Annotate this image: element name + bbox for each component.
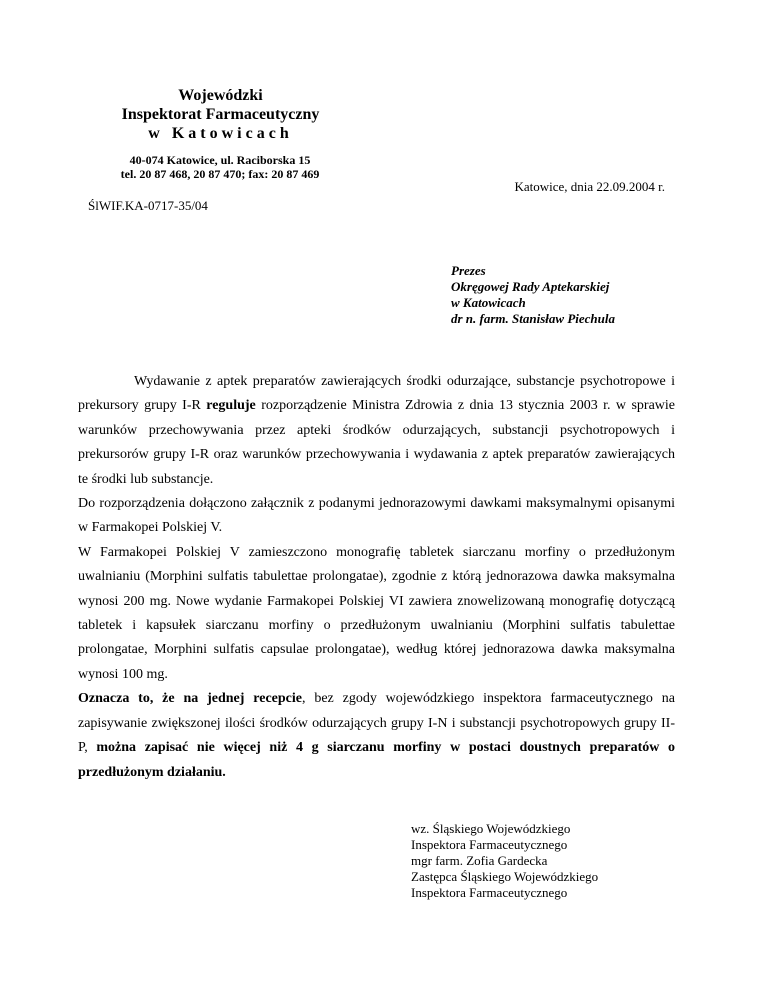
letterhead-line-3: w Katowicach	[148, 125, 293, 142]
body-paragraph-1	[78, 370, 675, 492]
address-street: 40-074 Katowice, ul. Raciborska 15	[129, 153, 311, 167]
body-paragraph-2: Do rozporządzenia dołączono załącznik z podanymi jednorazowymi dawkami maksymalnymi opisanymi w Farmakopei Polskiej V.	[78, 496, 675, 536]
letter-body	[78, 370, 675, 785]
recipient-line-2: Okręgowej Rady Aptekarskiej	[451, 279, 610, 294]
signature-line-2: Inspektora Farmaceutycznego	[411, 837, 568, 852]
address-phone-fax: tel. 20 87 468, 20 87 470; fax: 20 87 469	[120, 167, 320, 181]
place-and-date: Katowice, dnia 22.09.2004 r.	[514, 179, 665, 194]
recipient-line-3: w Katowicach	[451, 295, 526, 310]
body-paragraph-4	[78, 687, 675, 785]
letterhead	[88, 86, 353, 143]
recipient-line-4: dr n. farm. Stanisław Piechula	[451, 311, 615, 326]
p1-text-a: Wydawanie z aptek preparatów zawierających środki odurzające, substancje psychotropowe i prekursory grupy I-R	[78, 374, 675, 414]
p1-emphasis: reguluje	[206, 398, 256, 414]
p4-emphasis-a: Oznacza to, że na jednej recepcie	[78, 691, 302, 707]
p4-text-b: , bez zgody wojewódzkiego inspektora farmaceutycznego na zapisywanie zwiększonej ilości środków odurzających grupy I-N i substancji psychotropowych grupy II-P,	[78, 691, 675, 756]
body-paragraph-3: W Farmakopei Polskiej V zamieszczono monografię tabletek siarczanu morfiny o przedłużonym uwalnianiu (Morphini sulfatis tabulettae prolongatae), zgodnie z którą jednorazowa dawka maksymalna wynosi 200 mg. Nowe wydanie Farmakopei Polskiej VI zawiera znowelizowaną monografię dotyczącą tabletek i kapsułek siarczanu morfiny o przedłużonym uwalnianiu (Morphini sulfatis tabulettae prolongatae, Morphini sulfatis capsulae prolongatae), według której jednorazowa dawka maksymalna wynosi 100 mg.	[78, 544, 675, 682]
signature-line-1: wz. Śląskiego Wojewódzkiego	[411, 821, 571, 836]
recipient-line-1: Prezes	[451, 263, 486, 278]
letterhead-address	[90, 153, 350, 181]
recipient-block	[451, 263, 615, 327]
p4-emphasis-c: można zapisać nie więcej niż 4 g siarczanu morfiny w postaci doustnych preparatów o przedłużonym działaniu.	[78, 740, 676, 780]
signature-line-5: Inspektora Farmaceutycznego	[411, 885, 568, 900]
reference-number: ŚlWIF.KA-0717-35/04	[88, 198, 208, 213]
signature-block	[411, 821, 598, 901]
letterhead-line-1: Wojewódzki	[178, 87, 263, 104]
signature-line-3: mgr farm. Zofia Gardecka	[411, 853, 548, 868]
letterhead-line-2: Inspektorat Farmaceutyczny	[121, 106, 320, 123]
signature-line-4: Zastępca Śląskiego Wojewódzkiego	[411, 869, 599, 884]
p1-text-c: rozporządzenie Ministra Zdrowia z dnia 13 stycznia 2003 r. w sprawie warunków przechowywania przez apteki środków odurzających, substancji psychotropowych i prekursorów grupy I-R oraz warunków przechowywania i wydawania z aptek preparatów zawierających te środki lub substancje.	[78, 398, 675, 487]
